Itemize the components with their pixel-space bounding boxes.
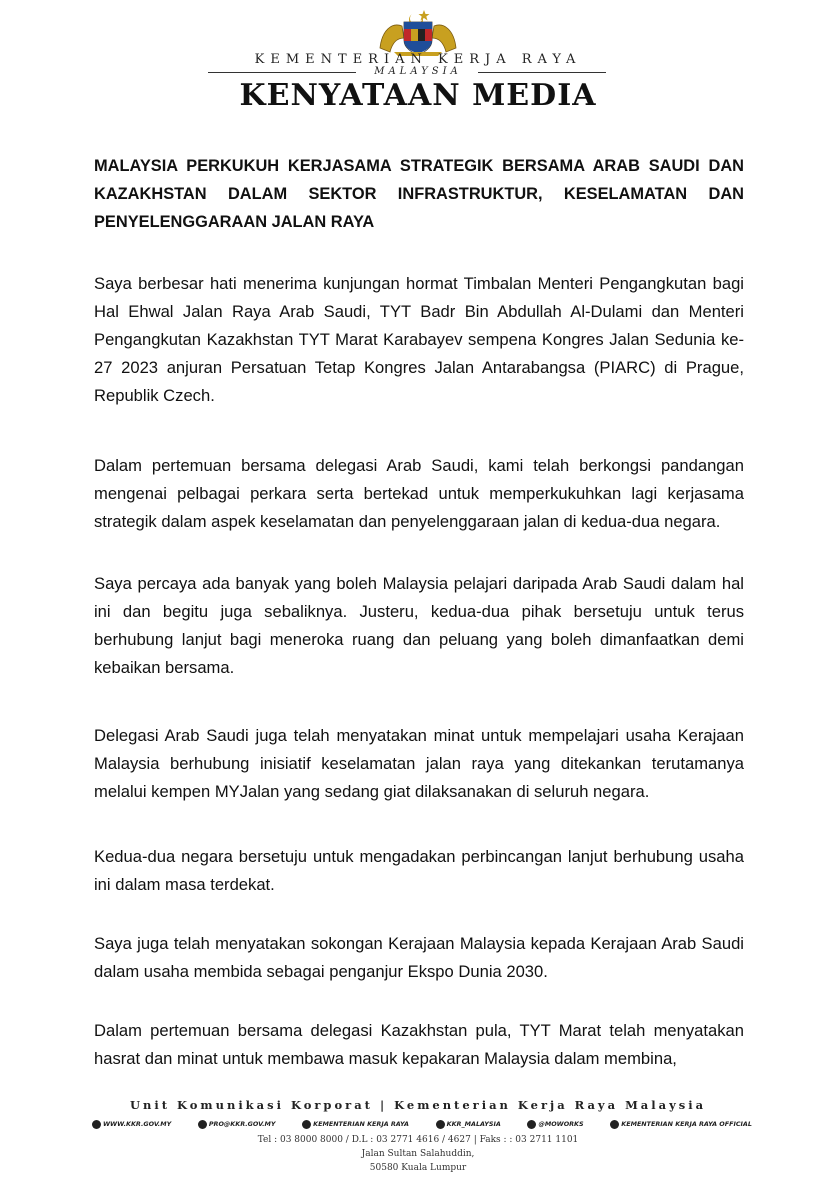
paragraph-7: Dalam pertemuan bersama delegasi Kazakhstan pula, TYT Marat telah menyatakan hasrat dan minat untuk membawa masuk kepakaran Malaysia dalam membina, [94, 1021, 744, 1068]
footer-phone: Tel : 03 8000 8000 / D.L : 03 2771 4616 / 4627 | Faks : : 03 2711 1101 [257, 1135, 579, 1145]
youtube-icon [610, 1120, 619, 1129]
country-name: MALAYSIA [374, 66, 462, 77]
footer-address-line-1: Jalan Sultan Salahuddin, [361, 1149, 475, 1159]
contact-youtube-label: KEMENTERIAN KERJA RAYA OFFICIAL [621, 1120, 752, 1128]
headline: MALAYSIA PERKUKUH KERJASAMA STRATEGIK BERSAMA ARAB SAUDI DAN KAZAKHSTAN DALAM SEKTOR INFRASTRUKTUR, KESELAMATAN DAN PENYELENGGARAAN JALAN RAYA [94, 157, 744, 231]
footer-address-line-2: 50580 Kuala Lumpur [369, 1163, 467, 1173]
email-icon [198, 1120, 207, 1129]
footer-unit-line: Unit Komunikasi Korporat | Kementerian Kerja Raya Malaysia [129, 1098, 707, 1112]
coat-of-arms-icon [372, 8, 464, 56]
facebook-icon [302, 1120, 311, 1129]
contact-web-label: WWW.KKR.GOV.MY [103, 1120, 172, 1128]
contact-instagram[interactable] [436, 1120, 501, 1129]
paragraph-4: Delegasi Arab Saudi juga telah menyatakan minat untuk mempelajari usaha Kerajaan Malaysia berhubung inisiatif keselamatan jalan raya yang ditekankan terutamanya melalui kempen MYJalan yang sedang giat dilaksanakan di seluruh negara. [94, 726, 744, 801]
twitter-icon [527, 1120, 536, 1129]
contact-facebook[interactable] [302, 1120, 409, 1129]
footer-contacts [92, 1117, 752, 1131]
paragraph-1: Saya berbesar hati menerima kunjungan hormat Timbalan Menteri Pengangkutan bagi Hal Ehwal Jalan Raya Arab Saudi, TYT Badr Bin Abdullah Al-Dulami dan Menteri Pengangkutan Kazakhstan TYT Marat Karabayev sempena Kongres Jalan Sedunia ke-27 2023 anjuran Persatuan Tetap Kongres Jalan Antarabangsa (PIARC) di Prague, Republik Czech. [94, 274, 744, 405]
contact-twitter-label: @MOWORKS [538, 1120, 584, 1128]
contact-facebook-label: KEMENTERIAN KERJA RAYA [313, 1120, 409, 1128]
ministry-name: KEMENTERIAN KERJA RAYA [254, 52, 582, 67]
contact-web[interactable] [92, 1120, 171, 1129]
contact-twitter[interactable] [527, 1120, 583, 1129]
contact-youtube[interactable] [610, 1120, 752, 1129]
paragraph-5: Kedua-dua negara bersetuju untuk mengadakan perbincangan lanjut berhubung usaha ini dalam masa terdekat. [94, 847, 744, 894]
paragraph-2: Dalam pertemuan bersama delegasi Arab Saudi, kami telah berkongsi pandangan mengenai pelbagai perkara serta bertekad untuk memperkukuhkan lagi kerjasama strategik dalam aspek keselamatan dan penyelenggaraan jalan di kedua-dua negara. [94, 456, 744, 531]
instagram-icon [436, 1120, 445, 1129]
contact-instagram-label: KKR_MALAYSIA [446, 1120, 501, 1128]
paragraph-3: Saya percaya ada banyak yang boleh Malaysia pelajari daripada Arab Saudi dalam hal ini dan begitu juga sebaliknya. Justeru, kedua-dua pihak bersetuju untuk terus berhubung lanjut bagi meneroka ruang dan peluang yang boleh dimanfaatkan demi kebaikan bersama. [94, 574, 744, 677]
web-icon [92, 1120, 101, 1129]
contact-email[interactable] [198, 1120, 276, 1129]
paragraph-6: Saya juga telah menyatakan sokongan Kerajaan Malaysia kepada Kerajaan Arab Saudi dalam usaha membida sebagai penganjur Ekspo Dunia 2030. [94, 934, 744, 981]
document-type-title: KENYATAAN MEDIA [239, 78, 597, 113]
contact-email-label: PRO@KKR.GOV.MY [208, 1120, 276, 1128]
